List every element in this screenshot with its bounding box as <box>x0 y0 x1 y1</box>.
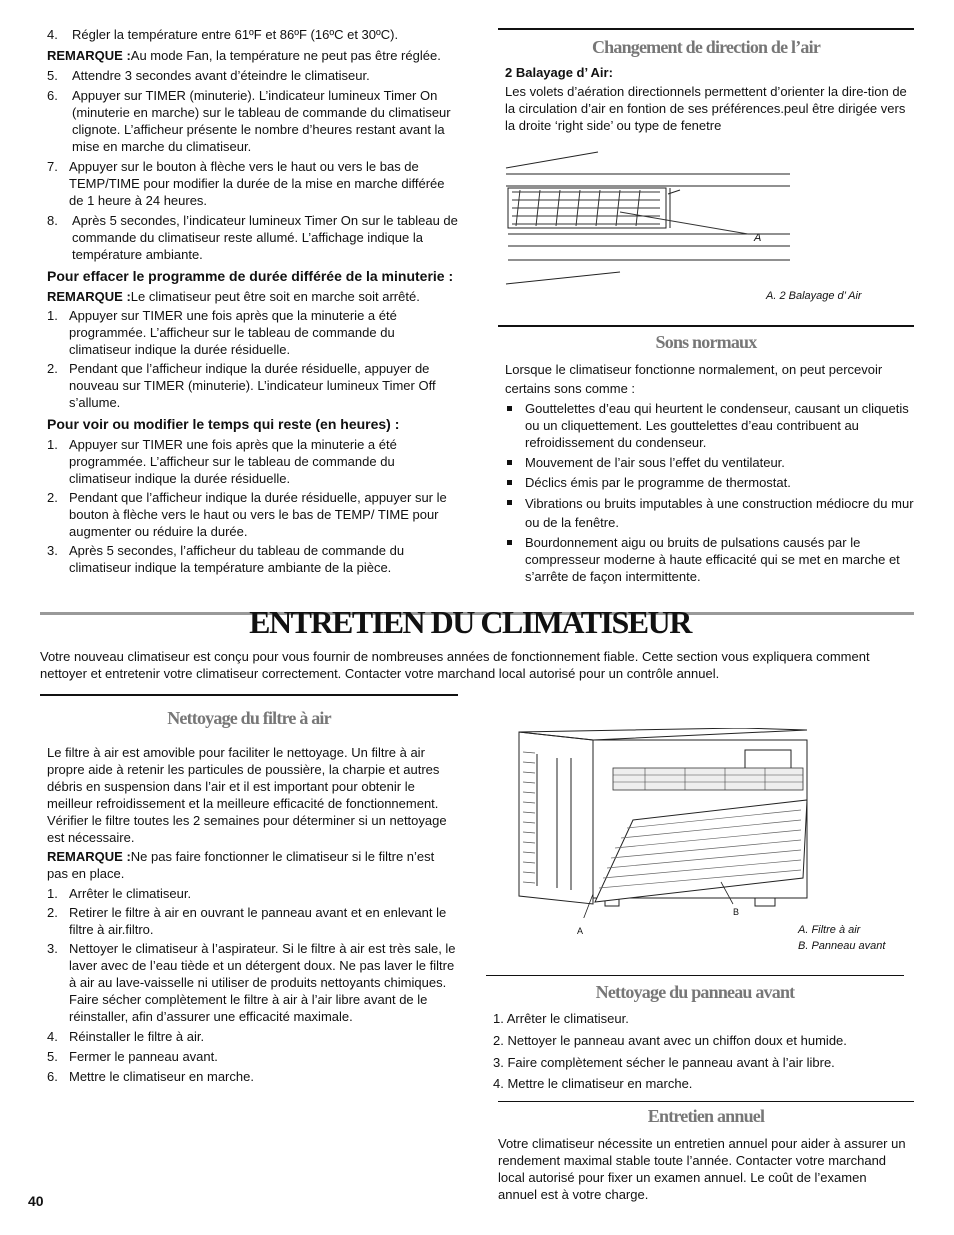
voir-step-2: 2. Pendant que l’afficheur indique la durée résiduelle, appuyer sur le bouton à flèche vers le haut ou vers le bas de TEMP/ TIME pour augmenter ou réduire la durée. <box>47 490 447 539</box>
panneau-section <box>493 1010 913 1092</box>
filtre-section <box>47 744 457 1085</box>
filtre-step-text: Fermer le panneau avant. <box>69 1049 218 1064</box>
filtre-step: 5. Fermer le panneau avant. <box>47 1049 218 1064</box>
panneau-step: 1. Arrêter le climatiseur. <box>493 1011 629 1026</box>
page-number: 40 <box>28 1193 44 1209</box>
filtre-step-text: Retirer le filtre à air en ouvrant le panneau avant et en enlevant le filtre à air.filtro. <box>69 905 447 937</box>
filtre-step-text: Mettre le climatiseur en marche. <box>69 1069 254 1084</box>
step-7-text: Appuyer sur le bouton à flèche vers le haut ou vers le bas de TEMP/TIME pour modifier la durée de la mise en marche différée de 1 heure à 24 heures. <box>69 159 445 208</box>
effacer-step-1-text: Appuyer sur TIMER une fois après que la minuterie a été programmée. L’afficheur sur le tableau de commande du climatiseur indique la durée résiduelle. <box>69 308 397 357</box>
step-8: 8. Après 5 secondes, l’indicateur lumineux Timer On sur le tableau de commande du climatiseur reste allumé. L’affichage indique la température ambiante. <box>47 213 458 262</box>
filtre-step: 4. Réinstaller le filtre à air. <box>47 1029 205 1044</box>
panneau-heading: Nettoyage du panneau avant <box>595 982 795 1002</box>
filtre-step-text: Nettoyer le climatiseur à l’aspirateur. Si le filtre à air est très sale, le laver avec de l’eau tiède et un détergent doux. Ne pas laver le filtre à air au lave-vaisselle ni utiliser de produits nettoyants chimiques. Faire sécher complètement le filtre à air à l’air libre avant de le réinstaller, afin d’assurer une efficacité maximale. <box>69 941 456 1024</box>
step-8-text: Après 5 secondes, l’indicateur lumineux Timer On sur le tableau de commande du climatiseur reste allumé. L’affichage indique la température ambiante. <box>72 213 458 262</box>
sons-item <box>505 534 915 585</box>
direction-rule <box>498 28 914 30</box>
step-6: 6. Appuyer sur TIMER (minuterie). L’indicateur lumineux Timer On (minuterie en marche) sur le tableau de commande du climatiseur clignote. L’afficheur présente le nombre d’heures restant avant la mise en marche du climatiseur. <box>47 88 451 154</box>
filtre-step: 1. Arrêter le climatiseur. <box>47 886 192 901</box>
sons-rule <box>498 325 914 327</box>
page-title: ENTRETIEN DU CLIMATISEUR <box>249 604 691 640</box>
step-4-text: Régler la température entre 61ºF et 86ºF (16ºC et 30ºC). <box>72 27 399 42</box>
filtre-rule <box>40 694 458 696</box>
annuel-rule <box>498 1101 914 1102</box>
panneau-step: 4. Mettre le climatiseur en marche. <box>493 1076 693 1091</box>
voir-step-3: 3. Après 5 secondes, l’afficheur du tableau de commande du climatiseur indique la température ambiante de la pièce. <box>47 543 405 575</box>
sons-item <box>505 474 915 491</box>
sons-item <box>505 494 915 532</box>
voir-heading: Pour voir ou modifier le temps qui reste (en heures) : <box>47 416 400 432</box>
balayage-label: 2 Balayage d’ Air: <box>505 65 613 80</box>
voir-step-1-text: Appuyer sur TIMER une fois après que la minuterie a été programmée. L’afficheur sur le tableau de commande du climatiseur indique la durée résiduelle. <box>69 437 397 486</box>
fig2-callout-b: B <box>733 907 740 917</box>
sons-heading: Sons normaux <box>655 332 757 352</box>
sons-intro: Lorsque le climatiseur fonctionne normalement, on peut percevoir certains sons comme : <box>505 362 883 396</box>
remarque-fan <box>47 47 459 64</box>
panneau-rule <box>486 975 904 976</box>
panneau-step: 2. Nettoyer le panneau avant avec un chiffon doux et humide. <box>493 1033 847 1048</box>
sons-item-text: Déclics émis par le programme de thermostat. <box>525 475 791 490</box>
sons-item-text: Vibrations ou bruits imputables à une construction médiocre du mur ou de la fenêtre. <box>525 496 914 530</box>
air-conditioner-illustration <box>515 728 835 918</box>
filtre-step-text: Arrêter le climatiseur. <box>69 886 192 901</box>
remarque-text: Le climatiseur peut être soit en marche soit arrêté. <box>130 289 420 304</box>
filtre-step: 3. Nettoyer le climatiseur à l’aspirateur. Si le filtre à air est très sale, le laver avec de l’eau tiède et un détergent doux. Ne pas laver le filtre à air au lave-vaisselle ni utiliser de produits nettoyants chimiques. Faire sécher complètement le filtre à air à l’air libre avant de le réinstaller, afin d’assurer une efficacité maximale. <box>47 941 456 1024</box>
fig2-caption-b: B. Panneau avant <box>798 940 886 952</box>
annuel-heading: Entretien annuel <box>647 1106 765 1126</box>
sons-item-text: Mouvement de l’air sous l’effet du ventilateur. <box>525 455 785 470</box>
remarque-effacer <box>47 288 459 305</box>
filtre-step: 2. Retirer le filtre à air en ouvrant le panneau avant et en enlevant le filtre à air.filtro. <box>47 905 447 937</box>
left-column-top <box>47 26 459 576</box>
fig2-caption-a: A. Filtre à air <box>798 924 861 936</box>
voir-step-2-text: Pendant que l’afficheur indique la durée résiduelle, appuyer sur le bouton à flèche vers le haut ou vers le bas de TEMP/ TIME pour augmenter ou réduire la durée. <box>69 490 447 539</box>
louver-illustration <box>500 150 800 290</box>
remarque-label: REMARQUE : <box>47 849 131 864</box>
direction-heading: Changement de direction de l’air <box>591 37 821 57</box>
step-6-text: Appuyer sur TIMER (minuterie). L’indicateur lumineux Timer On (minuterie en marche) sur le tableau de commande du climatiseur clignote. L’afficheur présente le nombre d’heures restant avant la mise en marche du climatiseur. <box>72 88 451 154</box>
fig1-caption: A. 2 Balayage d’ Air <box>766 290 862 302</box>
filtre-heading: Nettoyage du filtre à air <box>167 708 331 728</box>
remarque-text: Ne pas faire fonctionner le climatiseur si le filtre n’est pas en place. <box>47 849 435 881</box>
step-5: 5. Attendre 3 secondes avant d’éteindre le climatiseur. <box>47 68 370 83</box>
voir-step-1: 1. Appuyer sur TIMER une fois après que la minuterie a été programmée. L’afficheur sur le tableau de commande du climatiseur indique la durée résiduelle. <box>47 437 397 486</box>
remarque-label: REMARQUE : <box>47 289 131 304</box>
step-5-text: Attendre 3 secondes avant d’éteindre le climatiseur. <box>72 68 370 83</box>
sons-item-text: Bourdonnement aigu ou bruits de pulsations causés par le compresseur moderne à haute efficacité qui se met en marche et s’arrête de façon intermittente. <box>525 535 900 584</box>
fig2-callout-a: A <box>577 926 584 936</box>
filtre-step: 6. Mettre le climatiseur en marche. <box>47 1069 254 1084</box>
effacer-step-2: 2. Pendant que l’afficheur indique la durée résiduelle, appuyer de nouveau sur TIMER (minuterie). L’indicateur lumineux Timer Off s’allume. <box>47 361 436 410</box>
filtre-para: Le filtre à air est amovible pour faciliter le nettoyage. Un filtre à air propre aide à retenir les particules de poussière, la charpie et autres débris en suspension dans l’air et il est important pour obtenir le meilleur refroidissement et la meilleure efficacité de fonctionnement. Vérifier le filtre toutes les 2 semaines pour déterminer si un nettoyage est nécessaire. <box>47 745 447 845</box>
voir-step-3-text: Après 5 secondes, l’afficheur du tableau de commande du climatiseur indique la température ambiante de la pièce. <box>69 543 405 575</box>
panneau-step: 3. Faire complètement sécher le panneau avant à l’air libre. <box>493 1055 835 1070</box>
sons-item <box>505 454 915 471</box>
filtre-remarque <box>47 848 457 882</box>
step-4: 4. Régler la température entre 61ºF et 86ºF (16ºC et 30ºC). <box>47 27 399 42</box>
entretien-intro: Votre nouveau climatiseur est conçu pour vous fournir de nombreuses années de fonctionnement fiable. Cette section vous expliquera comment nettoyer et entretenir votre climatiseur correctement. Contacter votre marchand local autorisé pour un contrôle annuel. <box>40 649 870 681</box>
sons-section <box>505 360 915 585</box>
fig1-callout-a: A <box>754 232 762 244</box>
remarque-text: Au mode Fan, la température ne peut pas être réglée. <box>130 48 441 63</box>
effacer-heading: Pour effacer le programme de durée différée de la minuterie : <box>47 268 454 284</box>
remarque-label: REMARQUE : <box>47 48 131 63</box>
step-7: 7. Appuyer sur le bouton à flèche vers le haut ou vers le bas de TEMP/TIME pour modifier la durée de la mise en marche différée de 1 heure à 24 heures. <box>47 159 445 208</box>
balayage-section <box>505 64 913 134</box>
effacer-step-2-text: Pendant que l’afficheur indique la durée résiduelle, appuyer de nouveau sur TIMER (minuterie). L’indicateur lumineux Timer Off s’allume. <box>69 361 436 410</box>
sons-item <box>505 400 915 451</box>
annuel-text: Votre climatiseur nécessite un entretien annuel pour aider à assurer un rendement maximal stable toute l’année. Contacter votre marchand local autorisé pour fixer un examen annuel. Le coût de l’examen annuel est à votre charge. <box>498 1136 906 1202</box>
effacer-step-1: 1. Appuyer sur TIMER une fois après que la minuterie a été programmée. L’afficheur sur le tableau de commande du climatiseur indique la durée résiduelle. <box>47 308 397 357</box>
sons-item-text: Gouttelettes d’eau qui heurtent le condenseur, causant un cliquetis ou un cliquettement. Les gouttelettes d’eau contribuent au refroidissement du condenseur. <box>525 401 909 450</box>
balayage-text: Les volets d’aération directionnels permettent d’orienter la dire-tion de la circulation d’air en fontion de ses préférences.peul être dirigée vers la droite ‘right side’ ou type de fenetre <box>505 84 907 133</box>
filtre-step-text: Réinstaller le filtre à air. <box>69 1029 205 1044</box>
